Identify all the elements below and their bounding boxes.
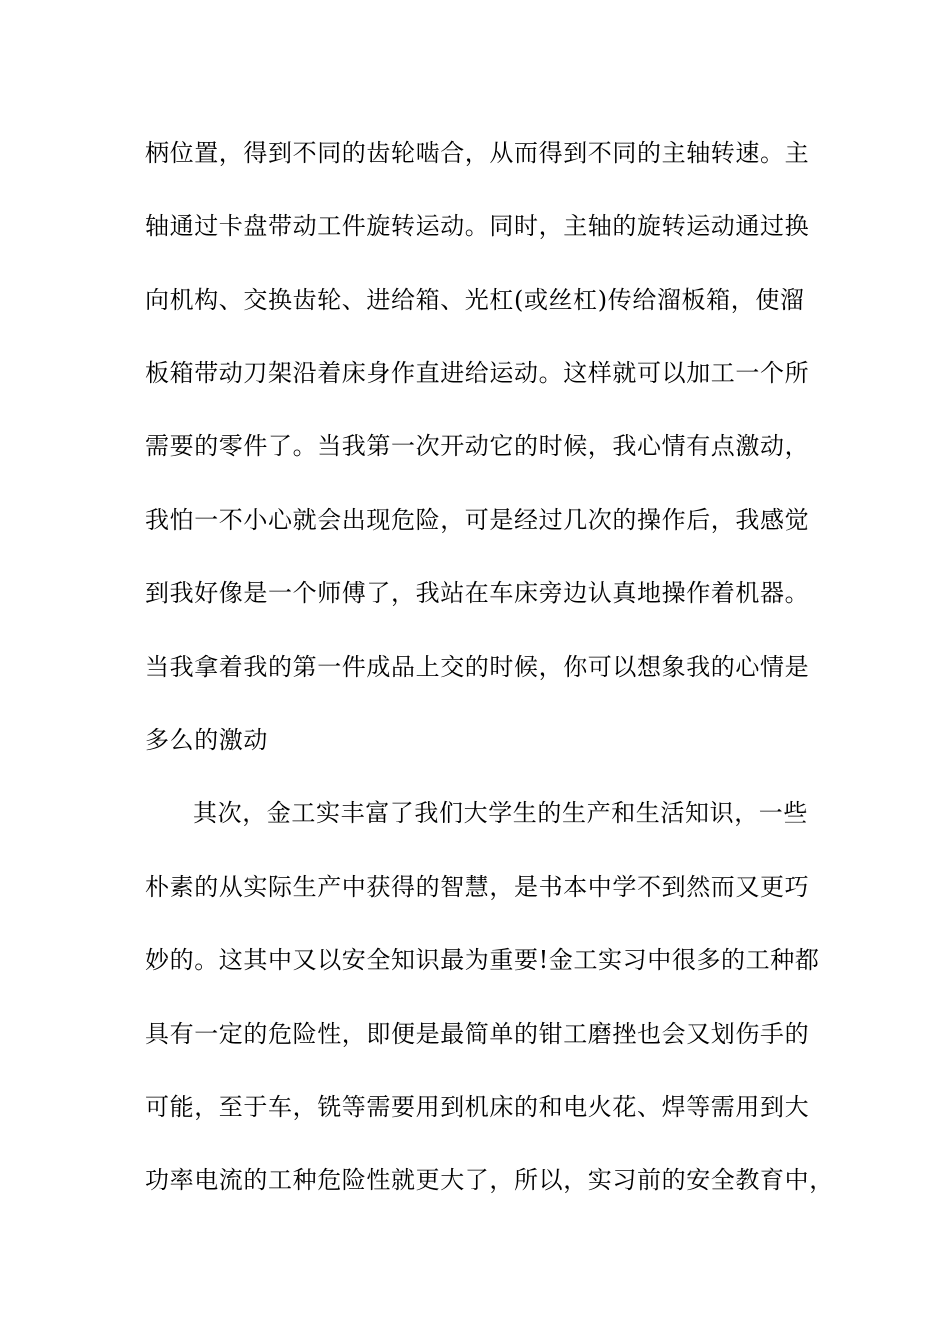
text-line: 具有一定的危险性，即便是最简单的钳工磨挫也会又划伤手的	[145, 1020, 810, 1048]
text-line: 柄位置，得到不同的齿轮啮合，从而得到不同的主轴转速。主	[145, 139, 810, 167]
text-line: 多么的激动	[145, 726, 268, 754]
text-line: 妙的。这其中又以安全知识最为重要!金工实习中很多的工种都	[145, 946, 820, 974]
text-line: 可能，至于车，铣等需要用到机床的和电火花、焊等需用到大	[145, 1093, 810, 1121]
text-line: 到我好像是一个师傅了，我站在车床旁边认真地操作着机器。	[145, 579, 810, 607]
text-line: 我怕一不小心就会出现危险，可是经过几次的操作后，我感觉	[145, 506, 810, 534]
text-line: 轴通过卡盘带动工件旋转运动。同时，主轴的旋转运动通过换	[145, 212, 810, 240]
text-line: 板箱带动刀架沿着床身作直进给运动。这样就可以加工一个所	[145, 359, 810, 387]
text-line: 功率电流的工种危险性就更大了，所以，实习前的安全教育中，	[145, 1166, 834, 1194]
text-line: 需要的零件了。当我第一次开动它的时候，我心情有点激动，	[145, 432, 810, 460]
paragraph-first-line: 其次，金工实丰富了我们大学生的生产和生活知识，一些	[193, 799, 808, 827]
text-line: 当我拿着我的第一件成品上交的时候，你可以想象我的心情是	[145, 653, 810, 681]
text-line: 向机构、交换齿轮、进给箱、光杠(或丝杠)传给溜板箱，使溜	[145, 286, 805, 314]
text-line: 朴素的从实际生产中获得的智慧，是书本中学不到然而又更巧	[145, 873, 810, 901]
